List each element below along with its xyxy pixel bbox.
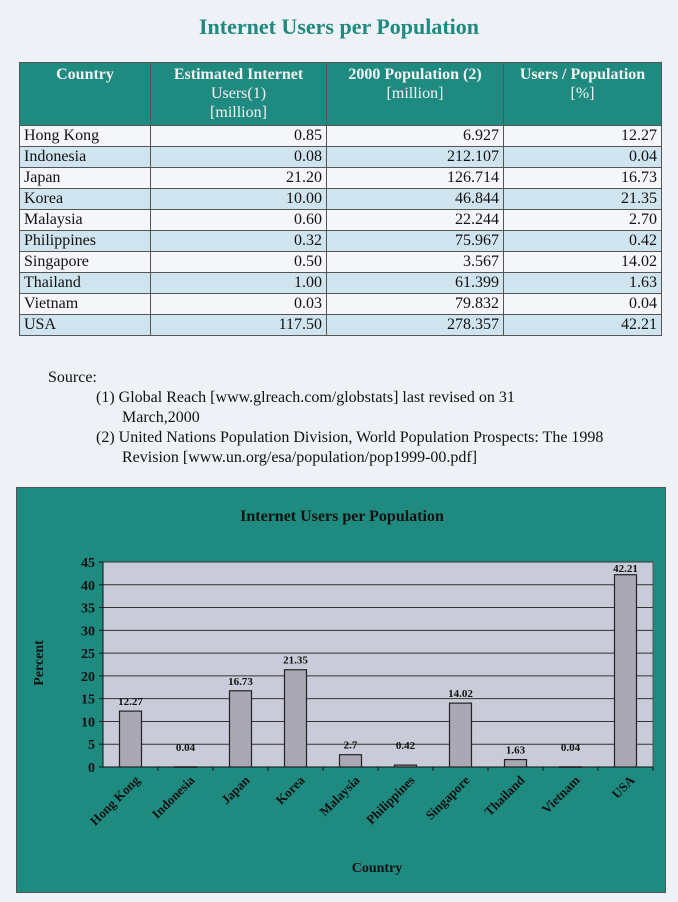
cell-population: 212.107 (327, 147, 504, 168)
cell-population: 126.714 (327, 168, 504, 189)
bar (560, 767, 582, 768)
table-row (20, 231, 662, 252)
cell-country: Hong Kong (20, 126, 151, 147)
cell-percent: 16.73 (504, 168, 662, 189)
bar (175, 767, 197, 768)
cell-population: 278.357 (327, 315, 504, 336)
table-row (20, 126, 662, 147)
y-tick-label: 35 (81, 601, 95, 617)
cell-country: Malaysia (20, 210, 151, 231)
cell-users: 117.50 (151, 315, 327, 336)
cell-population: 3.567 (327, 252, 504, 273)
data-label: 16.73 (228, 675, 253, 688)
cell-percent: 0.04 (504, 147, 662, 168)
bar (615, 575, 637, 767)
header-text: Users(1) (210, 85, 267, 102)
table-row (20, 168, 662, 189)
source-label: Source: (48, 369, 97, 386)
y-tick-label: 10 (81, 715, 95, 731)
x-axis-label: Country (351, 861, 403, 876)
cell-country: Korea (20, 189, 151, 210)
x-tick-label: Indonesia (148, 772, 198, 822)
chart-title: Internet Users per Population (240, 508, 444, 525)
table-row (20, 189, 662, 210)
table-row (20, 147, 662, 168)
cell-users: 0.50 (151, 252, 327, 273)
x-tick-label: Malaysia (316, 772, 363, 819)
data-label: 12.27 (118, 696, 143, 709)
x-tick-label: Hong Kong (86, 772, 143, 829)
x-tick-label: Singapore (422, 772, 473, 823)
bar (505, 760, 527, 767)
data-label: 42.21 (613, 563, 638, 575)
cell-country: USA (20, 315, 151, 336)
source-ref-1: (1) Global Reach [www.glreach.com/globstats] last revised on 31 March,2000 (96, 389, 515, 426)
column-header-internet-users (151, 63, 327, 126)
cell-percent: 14.02 (504, 252, 662, 273)
cell-users: 21.20 (151, 168, 327, 189)
cell-users: 0.85 (151, 126, 327, 147)
cell-population: 46.844 (327, 189, 504, 210)
x-tick-label: Korea (272, 772, 308, 808)
table-row (20, 315, 662, 336)
cell-country: Singapore (20, 252, 151, 273)
cell-country: Indonesia (20, 147, 151, 168)
source-ref-2: (2) United Nations Population Division, World Population Prospects: The 1998 Revision [www.un.org/esa/population/pop1999-00.pdf] (96, 429, 604, 466)
cell-users: 0.32 (151, 231, 327, 252)
y-tick-label: 0 (88, 761, 95, 776)
x-tick-label: USA (608, 772, 638, 802)
header-text: [million] (386, 85, 444, 102)
x-tick-label: Japan (217, 772, 253, 808)
bar (285, 670, 307, 767)
cell-percent: 21.35 (504, 189, 662, 210)
data-table (19, 62, 662, 336)
cell-users: 10.00 (151, 189, 327, 210)
table-header-row (20, 63, 662, 126)
y-axis-label: Percent (32, 640, 47, 686)
page-title: Internet Users per Population (198, 14, 480, 39)
header-text: Country (56, 66, 114, 83)
cell-population: 22.244 (327, 210, 504, 231)
bar (120, 711, 142, 767)
y-tick-label: 40 (81, 578, 95, 594)
cell-percent: 2.70 (504, 210, 662, 231)
header-text: 2000 Population (2) (348, 66, 482, 83)
y-tick-label: 30 (81, 624, 95, 640)
cell-country: Japan (20, 168, 151, 189)
cell-percent: 12.27 (504, 126, 662, 147)
y-tick-label: 20 (81, 669, 95, 685)
table-row (20, 252, 662, 273)
data-label: 14.02 (448, 688, 473, 701)
table-row (20, 273, 662, 294)
cell-country: Vietnam (20, 294, 151, 315)
chart-panel (16, 487, 666, 893)
cell-percent: 1.63 (504, 273, 662, 294)
table-row (20, 210, 662, 231)
column-header-country (20, 63, 151, 126)
y-tick-label: 25 (81, 647, 95, 663)
y-tick-label: 5 (88, 738, 95, 754)
data-label: 0.04 (175, 741, 196, 754)
cell-users: 0.08 (151, 147, 327, 168)
source-notes (48, 368, 622, 468)
y-tick-label: 15 (81, 692, 95, 708)
bar (340, 755, 362, 767)
data-label: 2.7 (343, 739, 358, 752)
header-text: [million] (210, 104, 267, 121)
cell-users: 0.60 (151, 210, 327, 231)
data-label: 21.35 (283, 654, 308, 667)
bar (395, 765, 417, 767)
data-label: 0.04 (560, 741, 581, 754)
x-tick-label: Thailand (481, 772, 528, 819)
header-text: [%] (570, 85, 595, 102)
cell-population: 79.832 (327, 294, 504, 315)
x-tick-label: Philippines (363, 772, 418, 828)
column-header-population (327, 63, 504, 126)
cell-population: 61.399 (327, 273, 504, 294)
plot-area (81, 556, 653, 828)
cell-country: Philippines (20, 231, 151, 252)
header-text: Users / Population (519, 66, 646, 83)
cell-percent: 0.42 (504, 231, 662, 252)
cell-users: 0.03 (151, 294, 327, 315)
plot-background (103, 562, 653, 767)
header-text: Estimated Internet (173, 66, 304, 83)
cell-population: 6.927 (327, 126, 504, 147)
table-row (20, 294, 662, 315)
cell-users: 1.00 (151, 273, 327, 294)
cell-population: 75.967 (327, 231, 504, 252)
cell-percent: 42.21 (504, 315, 662, 336)
bar (230, 691, 252, 767)
column-header-users-per-population (504, 63, 662, 126)
bar-chart (17, 488, 665, 892)
data-label: 1.63 (505, 744, 526, 757)
data-label: 0.42 (395, 740, 416, 753)
cell-percent: 0.04 (504, 294, 662, 315)
y-tick-label: 45 (81, 556, 95, 571)
cell-country: Thailand (20, 273, 151, 294)
x-tick-label: Vietnam (538, 772, 583, 817)
bar (450, 703, 472, 767)
